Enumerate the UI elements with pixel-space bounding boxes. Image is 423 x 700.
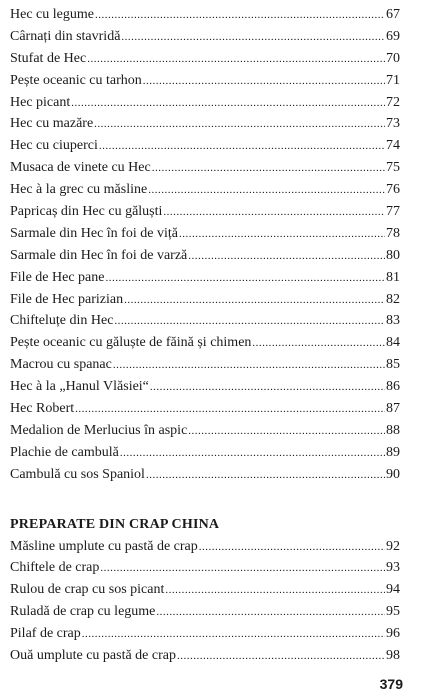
toc-entry: [10, 289, 400, 311]
toc-entry-title: File de Hec parizian: [10, 291, 124, 307]
table-of-contents: [10, 4, 400, 667]
toc-entry: [10, 557, 400, 579]
toc-entry: [10, 267, 400, 289]
dot-leader: [124, 289, 385, 312]
toc-entry-page: 67: [386, 7, 400, 22]
toc-entry-title: Hec cu mazăre: [10, 116, 94, 132]
dot-leader: [87, 48, 385, 71]
toc-entry: [10, 354, 400, 376]
dot-leader: [188, 420, 385, 443]
toc-entry: [10, 92, 400, 114]
toc-entry-page: 88: [386, 422, 400, 438]
toc-entry: [10, 135, 400, 157]
toc-entry-title: Hec cu legume: [10, 7, 94, 22]
toc-entry: [10, 623, 400, 645]
dot-leader: [114, 310, 385, 333]
toc-entry-title: Medalion de Merlucius în aspic: [10, 422, 188, 438]
page-number: 379: [379, 676, 403, 692]
toc-entry-page: 70: [386, 50, 400, 66]
dot-leader: [177, 645, 385, 668]
toc-entry: [10, 113, 400, 135]
toc-entry-page: 98: [386, 648, 400, 664]
toc-entry: [10, 48, 400, 70]
toc-entry-title: Hec à la „Hanul Vlăsiei“: [10, 379, 149, 395]
section-gap: [10, 486, 400, 514]
toc-entry-page: 89: [386, 444, 400, 460]
toc-entry-page: 75: [386, 160, 400, 176]
dot-leader: [82, 623, 385, 646]
toc-entry: [10, 332, 400, 354]
toc-entry-page: 90: [386, 466, 400, 482]
toc-entry-title: Hec picant: [10, 94, 71, 110]
toc-entry-title: Sarmale din Hec în foi de viță: [10, 225, 178, 241]
dot-leader: [148, 179, 385, 202]
dot-leader: [95, 4, 385, 27]
dot-leader: [94, 113, 385, 136]
toc-entry: [10, 442, 400, 464]
dot-leader: [105, 267, 385, 290]
toc-entry-title: Macrou cu spanac: [10, 357, 112, 373]
toc-entry-page: 85: [386, 357, 400, 373]
toc-entry-page: 96: [386, 626, 400, 642]
toc-entry: [10, 601, 400, 623]
toc-entry-page: 77: [386, 204, 400, 220]
toc-entry-page: 78: [386, 225, 400, 241]
dot-leader: [163, 201, 385, 224]
dot-leader: [199, 536, 385, 559]
toc-entry: [10, 579, 400, 601]
toc-entry: [10, 645, 400, 667]
toc-entry-title: Papricaș din Hec cu găluști: [10, 204, 163, 220]
toc-entry-page: 82: [386, 291, 400, 307]
dot-leader: [71, 92, 385, 115]
toc-entry-title: Chifteluțe din Hec: [10, 313, 114, 329]
toc-entry-title: Chiftele de crap: [10, 560, 100, 576]
toc-entry-title: Hec Robert: [10, 401, 75, 417]
dot-leader: [120, 442, 385, 465]
toc-entry-title: Sarmale din Hec în foi de varză: [10, 247, 188, 263]
toc-entry-title: Musaca de vinete cu Hec: [10, 160, 151, 176]
toc-entry: [10, 201, 400, 223]
toc-entry-page: 69: [386, 28, 400, 44]
toc-entry-page: 92: [386, 538, 400, 554]
toc-entry-title: Cambulă cu sos Spaniol: [10, 466, 145, 482]
toc-entry-title: Hec cu ciuperci: [10, 138, 98, 154]
toc-list-hec: [10, 4, 400, 486]
toc-entry: [10, 536, 400, 558]
toc-entry: [10, 420, 400, 442]
toc-entry-page: 93: [386, 560, 400, 576]
toc-entry-page: 86: [386, 379, 400, 395]
toc-entry: [10, 464, 400, 486]
dot-leader: [156, 601, 385, 624]
toc-entry: [10, 70, 400, 92]
dot-leader: [152, 157, 385, 180]
toc-entry-page: 76: [386, 182, 400, 198]
toc-list-crap: [10, 536, 400, 667]
dot-leader: [75, 398, 385, 421]
toc-entry-page: 84: [386, 335, 400, 351]
toc-entry-title: Pește oceanic cu găluște de făină și chimen: [10, 335, 252, 351]
toc-entry-page: 71: [386, 72, 400, 88]
dot-leader: [252, 332, 385, 355]
dot-leader: [150, 376, 385, 399]
toc-entry: [10, 4, 400, 26]
toc-entry: [10, 179, 400, 201]
toc-entry: [10, 26, 400, 48]
toc-entry-title: Hec à la grec cu măsline: [10, 182, 148, 198]
toc-entry-title: Cârnați din stavridă: [10, 28, 121, 44]
toc-entry-page: 80: [386, 247, 400, 263]
dot-leader: [113, 354, 385, 377]
dot-leader: [143, 70, 385, 93]
dot-leader: [188, 245, 385, 268]
toc-entry-page: 81: [386, 269, 400, 285]
section-heading: PREPARATE DIN CRAP CHINA: [10, 516, 220, 532]
toc-entry: [10, 223, 400, 245]
toc-entry-page: 83: [386, 313, 400, 329]
toc-entry-page: 74: [386, 138, 400, 154]
toc-entry-page: 95: [386, 604, 400, 620]
dot-leader: [165, 579, 385, 602]
toc-entry-title: Ruladă de crap cu legume: [10, 604, 156, 620]
toc-entry-page: 87: [386, 401, 400, 417]
dot-leader: [121, 26, 385, 49]
toc-entry-page: 94: [386, 582, 400, 598]
toc-entry-title: Rulou de crap cu sos picant: [10, 582, 165, 598]
toc-entry-title: Ouă umplute cu pastă de crap: [10, 648, 176, 664]
toc-entry-title: Plachie de cambulă: [10, 444, 119, 460]
toc-entry-title: File de Hec pane: [10, 269, 105, 285]
toc-entry-page: 73: [386, 116, 400, 132]
toc-entry-title: Pește oceanic cu tarhon: [10, 72, 142, 88]
dot-leader: [146, 464, 385, 487]
toc-entry-title: Stufat de Hec: [10, 50, 87, 66]
toc-entry-title: Pilaf de crap: [10, 626, 81, 642]
toc-entry: [10, 245, 400, 267]
toc-entry: [10, 376, 400, 398]
toc-entry: [10, 157, 400, 179]
dot-leader: [99, 135, 385, 158]
toc-entry: [10, 310, 400, 332]
toc-entry: [10, 398, 400, 420]
dot-leader: [100, 557, 385, 580]
toc-entry-title: Măsline umplute cu pastă de crap: [10, 538, 198, 554]
toc-entry-page: 72: [386, 94, 400, 110]
dot-leader: [179, 223, 385, 246]
